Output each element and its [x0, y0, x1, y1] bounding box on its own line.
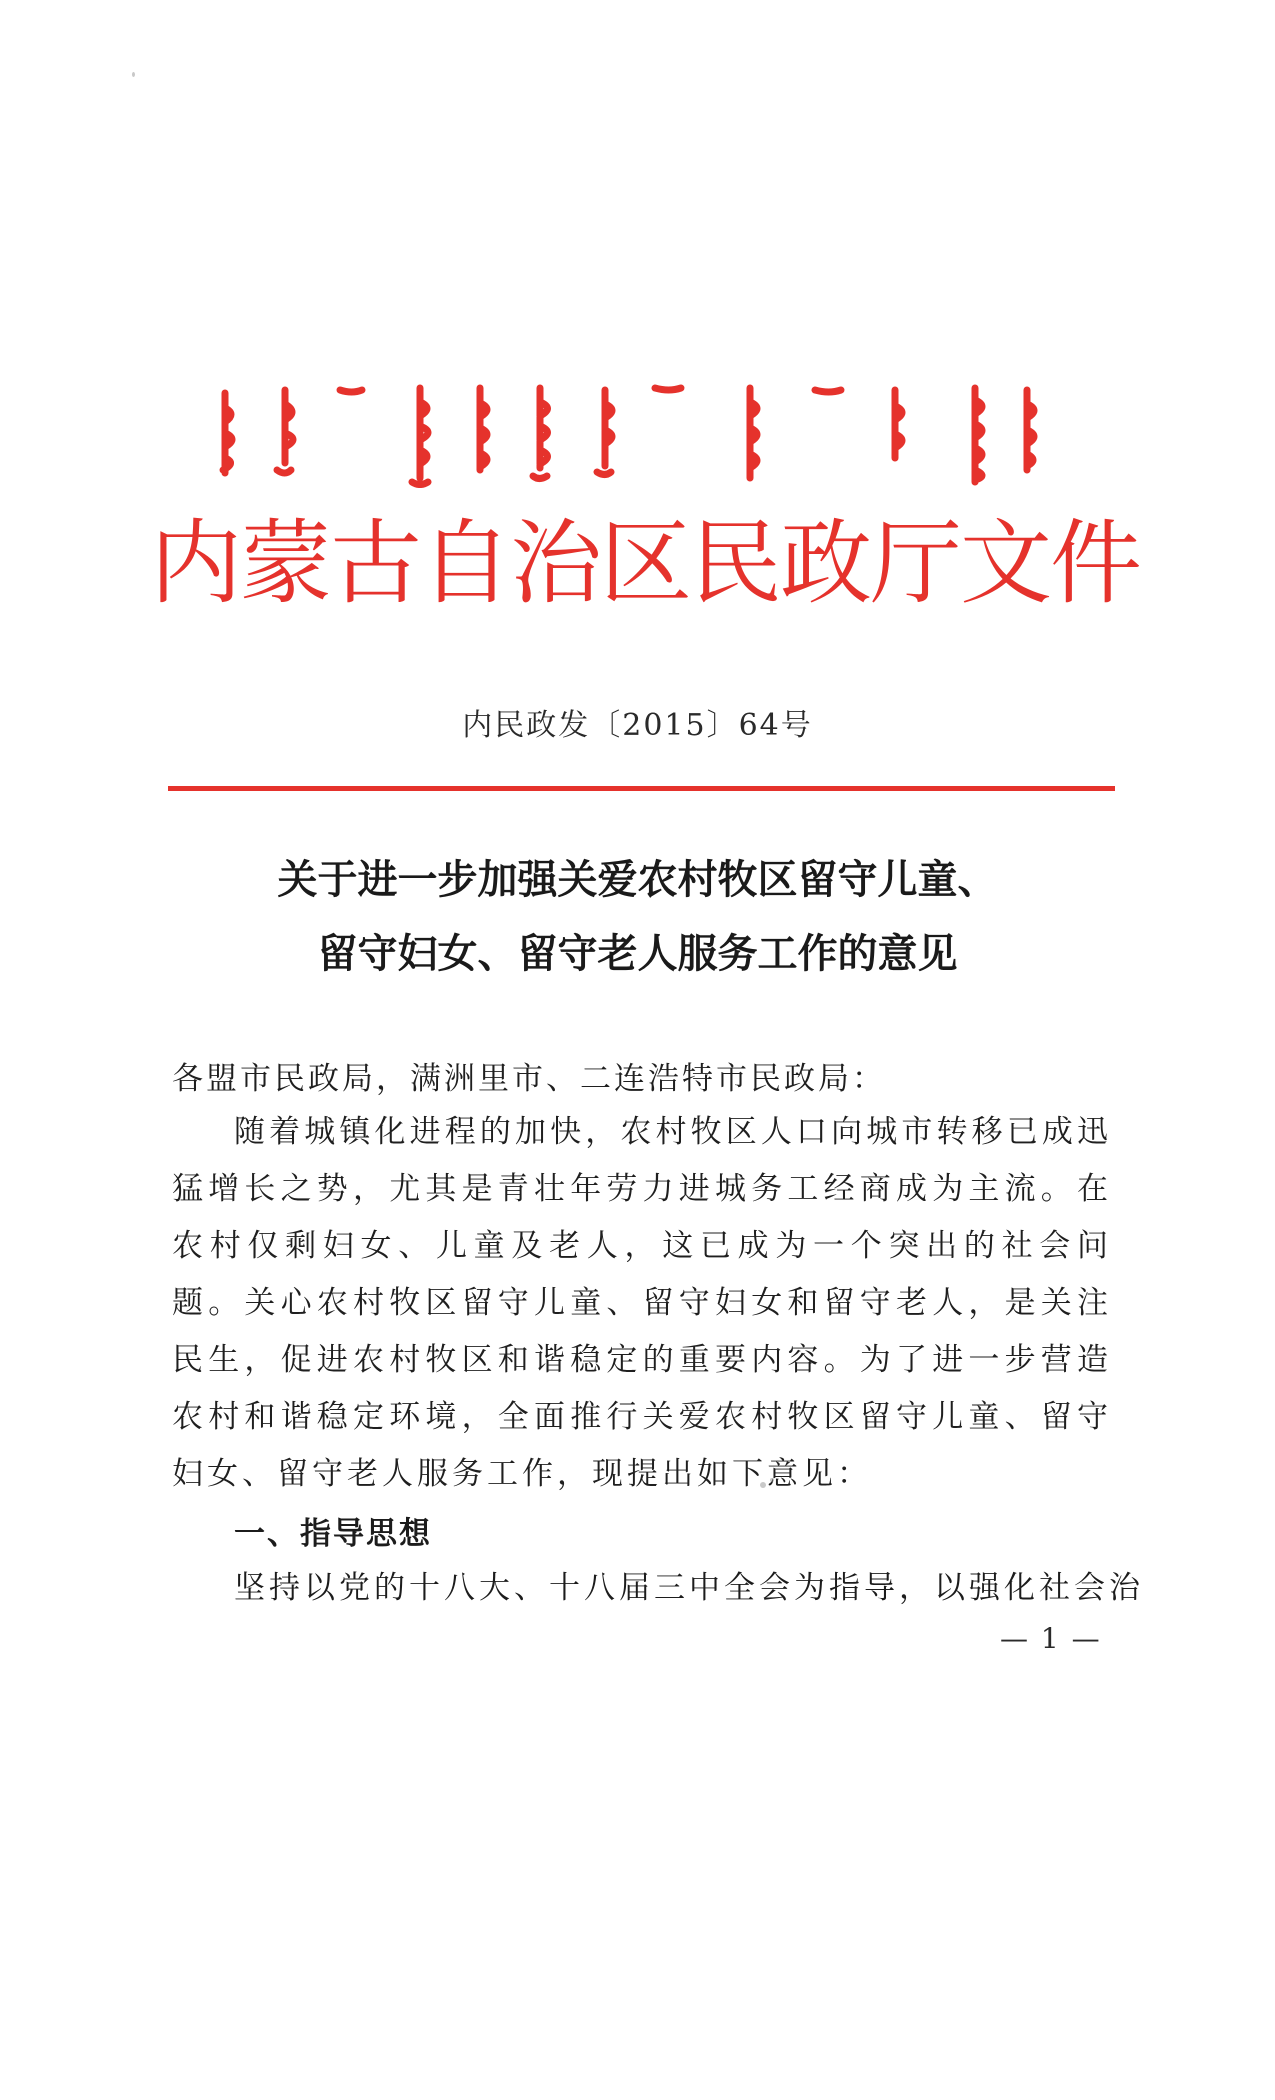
scan-speck [132, 72, 135, 77]
agency-title: 内蒙古自治区民政厅文件 [150, 510, 1141, 617]
scan-speck [770, 1478, 774, 1482]
scan-speck [760, 1482, 766, 1488]
section-heading-guiding-principle: 一、指导思想 [234, 1516, 432, 1552]
salutation: 各盟市民政局，满洲里市、二连浩特市民政局： [172, 1061, 886, 1097]
document-title-line-2: 留守妇女、留守老人服务工作的意见 [317, 931, 958, 977]
document-number: 内民政发〔2015〕64号 [462, 708, 813, 743]
mongolian-script-glyphs [215, 378, 1075, 488]
red-divider-line [168, 786, 1115, 791]
document-title-line-1: 关于进一步加强关爱农村牧区留守儿童、 [277, 857, 998, 903]
paragraph-intro: 随着城镇化进程的加快，农村牧区人口向城市转移已成迅猛增长之势，尤其是青壮年劳力进城务工经商成为主流。在农村仅剩妇女、儿童及老人，这已成为一个突出的社会问题。关心农村牧区留守儿童、留守妇女和留守老人，是关注民生，促进农村牧区和谐稳定的重要内容。为了进一步营造农村和谐稳定环境，全面推行关爱农村牧区留守儿童、留守妇女、留守老人服务工作，现提出如下意见： [172, 1114, 1112, 1492]
mongolian-script-title [215, 378, 1075, 488]
section-paragraph-first-line: 坚持以党的十八大、十八届三中全会为指导，以强化社会治 [234, 1570, 1144, 1606]
page-number: — 1 — [1000, 1622, 1102, 1655]
